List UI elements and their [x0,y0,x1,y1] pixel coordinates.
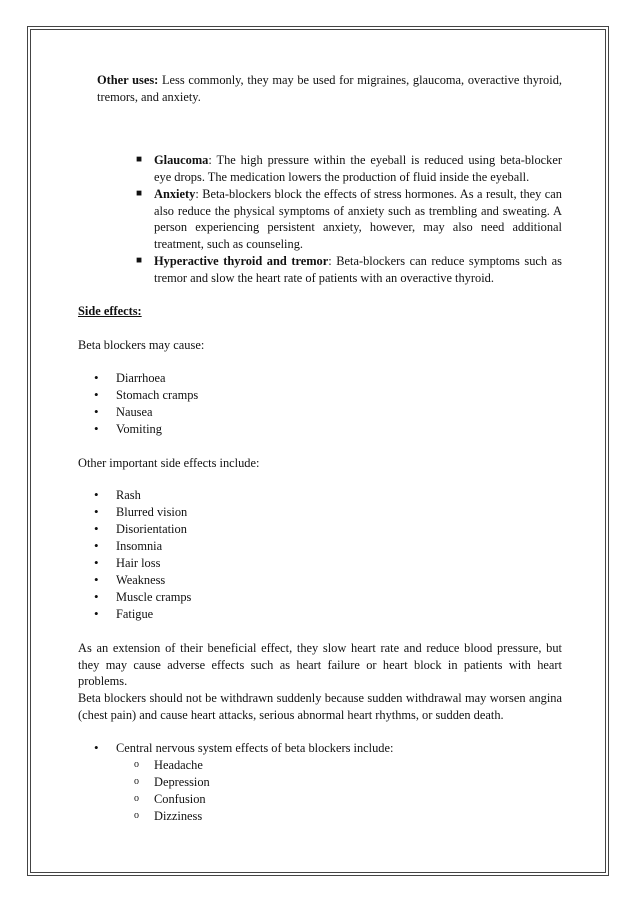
other-effects-list [78,487,562,622]
bullet-icon: • [94,504,99,520]
list-item: • Rash [94,487,141,503]
document-body [78,72,562,825]
use-text: : The high pressure within the eyeball is reduced using beta-blocker eye drops. The medication lowers the production of fluid inside the eyeball. [154,152,562,184]
bullet-icon: • [94,740,99,756]
use-text: : Beta-blockers can reduce symptoms such as tremor and slow the heart rate of patients with an overactive thyroid. [154,254,562,286]
list-item: o Dizziness [134,808,203,823]
extension-paragraph: As an extension of their beneficial effect, they slow heart rate and reduce blood pressure, but they may cause adverse effects such as heart failure or heart block in patients with heart problems. [78,640,562,689]
list-item: • Weakness [94,571,166,587]
list-item: • Hair loss [94,555,161,571]
circle-bullet-icon: o [134,792,139,804]
other-uses-text: Less commonly, they may be used for migraines, glaucoma, overactive thyroid, tremors, and anxiety. [97,73,562,104]
list-item: • Insomnia [94,538,163,554]
bullet-icon: • [94,487,99,503]
other-uses-paragraph [78,72,562,106]
list-item [136,152,562,186]
bullet-icon: • [94,588,99,604]
bullet-icon: • [94,538,99,554]
list-item [136,253,562,287]
list-item: o Depression [134,775,210,789]
use-term: Glaucoma [154,152,209,167]
bullet-icon: • [94,571,99,587]
side-effects-heading: Side effects: [78,304,142,319]
list-item: • Disorientation [94,521,187,537]
list-item: • Fatigue [94,605,154,621]
bullet-icon: • [94,369,99,385]
list-item: • Vomiting [94,420,162,436]
square-bullet-icon: ■ [136,255,143,267]
cns-list [78,740,562,757]
bullet-icon: • [94,521,99,537]
use-term: Anxiety [154,186,196,201]
may-cause-list [78,370,562,438]
bullet-icon: • [94,403,99,419]
cns-sublist [78,757,562,825]
list-item: • Blurred vision [94,504,188,520]
square-bullet-icon: ■ [136,187,143,199]
bullet-icon: • [94,555,99,571]
bullet-icon: • [94,420,99,436]
list-item: • Central nervous system effects of beta blockers include: [94,740,394,756]
list-item: • Diarrhoea [94,369,166,385]
list-item: o Confusion [134,791,206,806]
withdrawal-paragraph: Beta blockers should not be withdrawn suddenly because sudden withdrawal may worsen angina (chest pain) and cause heart attacks, serious abnormal heart rhythms, or sudden death. [78,691,562,723]
list-item: • Stomach cramps [94,386,199,402]
list-item: o Headache [134,758,203,773]
list-item [136,186,562,254]
other-uses-label: Other uses: [97,73,159,87]
list-item: • Nausea [94,403,153,419]
list-item: • Muscle cramps [94,588,192,604]
bullet-icon: • [94,605,99,621]
uses-list [78,152,562,287]
square-bullet-icon: ■ [136,153,143,165]
use-term: Hyperactive thyroid and tremor [154,254,329,269]
circle-bullet-icon: o [134,776,139,787]
use-text: : Beta-blockers block the effects of stress hormones. As a result, they can also reduce the physical symptoms of anxiety such as trembling and sweating. A person experiencing persistent anxiety, however, may also need additional treatment, such as counseling. [154,186,562,252]
bullet-icon: • [94,386,99,402]
circle-bullet-icon: o [134,809,139,821]
other-effects-intro: Other important side effects include: [78,455,260,470]
circle-bullet-icon: o [134,759,139,771]
may-cause-intro: Beta blockers may cause: [78,337,205,352]
